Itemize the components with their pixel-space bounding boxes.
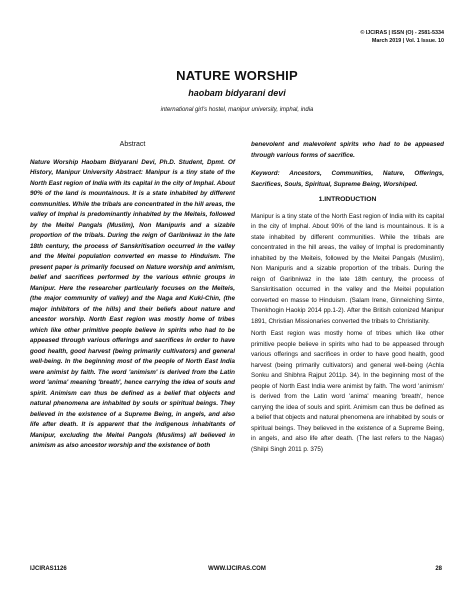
introduction-paragraph-1: Manipur is a tiny state of the North East region of India with its capital in the city of Imphal. About 90% of the land is mountainous. It is a state inhabited by different communities. While the tribals are concentrated in the hill areas, the valley of Imphal is predominantly inhabited by the Meiteis, followed by the Meitei Pangals (Muslim), Non Manipuris and a sizable proportion of the tribals. During the reign of Garibniwaz in the late 18th century, the process of Sanskritisation occurred in the valley and the Meitei population converted en masse to Hinduism. (Salam Irene, Ginneiching Simte, Thenkhogin Haokip 2014 pp.1-2). After the British colonized Manipur 1891, Christian Missionaries converted the tribals to Christianity. xyxy=(251,212,444,325)
right-column xyxy=(251,140,444,457)
paper-title: NATURE WORSHIP xyxy=(176,68,298,83)
introduction-heading: 1.INTRODUCTION xyxy=(318,196,377,203)
abstract-text: Nature Worship Haobam Bidyarani Devi, Ph.D. Student, Dpmt. Of History, Manipur University Abstract: Manipur is a tiny state of the North East region of India with its capital in the city of Imphal. About 90% of the land is mountainous. It is a state inhabited by different communities. While the tribals are concentrated in the hill areas, the valley of Imphal is predominantly inhabited by the Meiteis, followed by the Meitei Pangals (Muslim), Non Manipuris and a sizable proportion of the tribals. During the reign of Garibniwaz in the late 18th century, the process of Sanskritisation occurred in the valley and the Meitei population converted en masse to Hinduism. The present paper is primarily focused on Nature worship and animism, belief and sacrifices performed by the various ethnic groups in Manipur. Here the researcher particularly focuses on the Meiteis, (the major community of valley) and the Naga and Kuki-Chin, (the major inhibitors of the hills) and their beliefs about nature and ancestor worship. North East region was mostly home of tribes which like other primitive people believe in spirits who had to be appeased through various offerings and sacrifices in order to have good health, good harvest (being primarily cultivators) and general well-being. In the beginning most of the people of North East India were animist by faith. The word 'animism' is derived from the Latin word 'anima' meaning 'breath', hence carrying the idea of souls and spirit. Animism can thus be defined as a belief that objects and natural phenomena are inhabited by souls or spiritual beings. They believed in the existence of a Supreme Being, in angels, and also life after death. It is apparent that the indigenous inhabitants of Manipur, excluding the Meitei Pangols (Muslims) all believed in animism as also ancestor worship and the existence of both xyxy=(30,158,235,449)
journal-issue-line: March 2019 | Vol. 1 Issue. 10 xyxy=(371,38,444,44)
journal-issn-line: © IJCIRAS | ISSN (O) - 2581-5334 xyxy=(360,30,444,36)
introduction-paragraph-2: North East region was mostly home of tribes which like other primitive people believe in spirits who had to be appeased through various offerings and sacrifices in order to have good health, good harvest (being primarily cultivators) and general well-being (Achla Sonku and Shibhra Rajput 2011p. 34). In the beginning most of the people of North East India were animist by faith. The word 'animism' is derived from the Latin word 'anima' meaning 'breath', hence carrying the idea of souls and spirit. Animism can thus be defined as a belief that objects and natural phenomena are inhabited by souls or spiritual beings. They believed in the existence of a Supreme Being, in angels, and also life after death. (The last refers to the Nagas) (Shilpi Singh 2011 p. 375) xyxy=(251,330,444,453)
page-number: 28 xyxy=(435,566,442,572)
keywords: Keyword: Ancestors, Communities, Nature, Offerings, Sacrifices, Souls, Spiritual, Supreme Being, Worshiped. xyxy=(251,170,444,188)
author-name: haobam bidyarani devi xyxy=(188,88,286,98)
abstract-continuation: benevolent and malevolent spirits who had to be appeased through various forms of sacrifice. xyxy=(251,141,444,159)
left-column xyxy=(30,140,235,452)
author-affiliation: international girl's hostel, manipur university, imphal, india xyxy=(160,107,314,113)
footer-website: WWW.IJCIRAS.COM xyxy=(208,566,266,572)
abstract-heading: Abstract xyxy=(119,141,146,148)
footer-paper-id: IJCIRAS1126 xyxy=(30,566,67,572)
